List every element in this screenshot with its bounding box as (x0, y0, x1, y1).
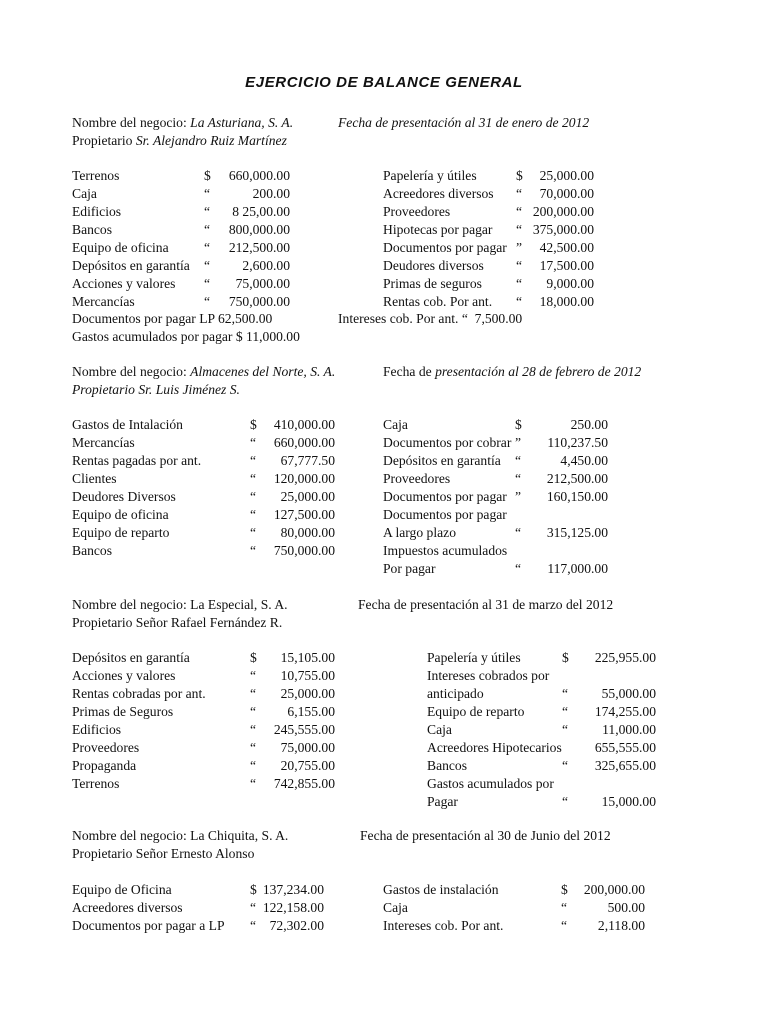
ex2-business-label: Nombre del negocio: (72, 364, 191, 379)
ex3-right-account-amount: 325,655.00 (594, 758, 656, 773)
ex1-left-account-label: Terrenos (72, 168, 120, 183)
ex1-right-account-amount: 18,000.00 (539, 294, 594, 309)
ex4-right-account-amount: 2,118.00 (597, 918, 645, 933)
ex4-owner: Propietario Señor Ernesto Alonso (72, 846, 255, 861)
ex1-right-currency-symbol: ” (516, 240, 523, 255)
ex1-right-account-amount: 25,000.00 (539, 168, 594, 183)
ex2-left-account-amount: 67,777.50 (280, 453, 335, 468)
ex2-right-account-amount: 160,150.00 (546, 489, 608, 504)
ex2-right-currency-symbol: “ (515, 453, 522, 468)
ex3-left-account-label: Depósitos en garantía (72, 650, 190, 665)
ex4-right-currency-symbol: $ (561, 882, 568, 897)
ex3-left-account-amount: 25,000.00 (280, 686, 335, 701)
ex3-left-currency-symbol: “ (250, 776, 257, 791)
ex1-left-currency-symbol: “ (204, 276, 211, 291)
ex4-left-account-label: Documentos por pagar a LP (72, 918, 225, 933)
ex1-left-account-amount: 800,000.00 (228, 222, 290, 237)
ex1-left-currency-symbol: “ (204, 222, 211, 237)
ex1-right-account-label: Primas de seguros (383, 276, 482, 291)
ex3-left-account-amount: 20,755.00 (280, 758, 335, 773)
ex1-right-account-label: Acreedores diversos (383, 186, 494, 201)
ex2-left-currency-symbol: $ (250, 417, 257, 432)
ex2-left-account-label: Clientes (72, 471, 117, 486)
ex1-left-currency-symbol: “ (204, 258, 211, 273)
ex2-right-account-label: Proveedores (383, 471, 451, 486)
ex1-left-account-label: Depósitos en garantía (72, 258, 190, 273)
ex3-business-line: Nombre del negocio: La Especial, S. A. (72, 597, 288, 612)
ex1-right-account-amount: 9,000.00 (546, 276, 594, 291)
ex3-right-account-label: Equipo de reparto (427, 704, 525, 719)
ex2-right-account-amount: 117,000.00 (547, 561, 608, 576)
ex2-left-account-label: Equipo de oficina (72, 507, 169, 522)
ex2-right-currency-symbol: ” (515, 435, 522, 450)
ex1-left-account-label: Edificios (72, 204, 122, 219)
ex3-left-account-amount: 10,755.00 (280, 668, 335, 683)
ex3-left-currency-symbol: $ (250, 650, 257, 665)
ex1-right-account-label: Documentos por pagar (383, 240, 507, 255)
ex3-right-account-label: Pagar (427, 794, 458, 809)
ex3-right-currency-symbol: $ (562, 650, 569, 665)
ex2-right-account-amount: 110,237.50 (547, 435, 608, 450)
ex3-right-currency-symbol: “ (562, 758, 569, 773)
ex3-left-account-amount: 15,105.00 (280, 650, 335, 665)
ex1-left-account-label: Equipo de oficina (72, 240, 169, 255)
ex3-left-account-amount: 742,855.00 (273, 776, 335, 791)
ex3-left-currency-symbol: “ (250, 722, 257, 737)
ex2-business-name: Almacenes del Norte, S. A. (190, 364, 336, 379)
ex2-right-currency-symbol: $ (515, 417, 522, 432)
ex3-right-currency-symbol: “ (562, 794, 569, 809)
ex2-left-account-amount: 410,000.00 (273, 417, 335, 432)
ex1-right-currency-symbol: “ (516, 204, 523, 219)
ex3-left-account-amount: 6,155.00 (287, 704, 335, 719)
ex2-left-account-label: Rentas pagadas por ant. (72, 453, 202, 468)
ex3-left-account-label: Primas de Seguros (72, 704, 174, 719)
ex4-right-currency-symbol: “ (561, 900, 568, 915)
ex3-left-currency-symbol: “ (250, 740, 257, 755)
ex2-date: presentación al 28 de febrero de 2012 (435, 364, 642, 379)
ex3-left-account-amount: 245,555.00 (273, 722, 335, 737)
ex2-right-account-label: Impuestos acumulados (383, 543, 508, 558)
ex1-left-account-label: Acciones y valores (72, 276, 176, 291)
ex3-left-currency-symbol: “ (250, 686, 257, 701)
ex1-left-account-label: Mercancías (72, 294, 135, 309)
ex2-left-account-amount: 750,000.00 (273, 543, 335, 558)
ex2-date-line (383, 363, 641, 380)
ex2-left-account-label: Bancos (72, 543, 113, 558)
ex4-left-account-amount: 137,234.00 (262, 882, 324, 897)
ex3-owner: Propietario Señor Rafael Fernández R. (72, 615, 283, 630)
ex3-right-currency-symbol: “ (562, 704, 569, 719)
ex3-left-currency-symbol: “ (250, 704, 257, 719)
ex3-right-account-amount: 55,000.00 (601, 686, 656, 701)
ex1-right-currency-symbol: $ (516, 168, 523, 183)
ex3-right-currency-symbol: “ (562, 722, 569, 737)
ex4-left-account-amount: 72,302.00 (269, 918, 324, 933)
ex3-right-account-label: Papelería y útiles (427, 650, 521, 665)
ex4-left-account-amount: 122,158.00 (262, 900, 324, 915)
ex1-business-label: Nombre del negocio: (72, 115, 191, 130)
ex2-left-account-label: Deudores Diversos (72, 489, 176, 504)
ex1-left-account-label: Caja (72, 186, 97, 201)
ex2-left-currency-symbol: “ (250, 507, 257, 522)
ex3-right-account-label: Intereses cobrados por (427, 668, 550, 683)
ex2-left-currency-symbol: “ (250, 453, 257, 468)
ex1-accrued-expenses: Gastos acumulados por pagar $ 11,000.00 (72, 329, 300, 344)
ex2-right-account-amount: 250.00 (570, 417, 608, 432)
ex4-date: Fecha de presentación al 30 de Junio del 2012 (360, 828, 611, 843)
ex1-owner-name: Sr. Alejandro Ruiz Martínez (135, 133, 287, 148)
ex4-left-currency-symbol: $ (250, 882, 257, 897)
ex2-right-currency-symbol: “ (515, 561, 522, 576)
ex1-right-account-amount: 200,000.00 (532, 204, 594, 219)
ex2-left-account-label: Mercancías (72, 435, 135, 450)
ex4-right-account-label: Caja (383, 900, 408, 915)
ex2-right-account-label: Documentos por pagar (383, 507, 507, 522)
ex1-left-currency-symbol: “ (204, 294, 211, 309)
ex1-left-account-amount: 750,000.00 (228, 294, 290, 309)
ex1-date: Fecha de presentación al 31 de enero de 2012 (338, 115, 590, 130)
ex1-right-currency-symbol: “ (516, 294, 523, 309)
ex1-long-term-notes: Documentos por pagar LP 62,500.00 (72, 311, 273, 326)
ex2-left-account-amount: 127,500.00 (273, 507, 335, 522)
ex3-right-account-amount: 11,000.00 (602, 722, 656, 737)
ex3-left-account-label: Proveedores (72, 740, 140, 755)
ex3-right-currency-symbol: “ (562, 686, 569, 701)
ex4-right-account-label: Intereses cob. Por ant. (383, 918, 504, 933)
ex2-right-account-amount: 212,500.00 (546, 471, 608, 486)
ex1-left-account-label: Bancos (72, 222, 113, 237)
ex2-right-account-label: Documentos por pagar (383, 489, 507, 504)
ex1-right-currency-symbol: “ (516, 222, 523, 237)
ex2-right-account-amount: 315,125.00 (546, 525, 608, 540)
ex1-right-account-label: Papelería y útiles (383, 168, 477, 183)
ex3-left-account-label: Edificios (72, 722, 122, 737)
ex2-right-currency-symbol: “ (515, 471, 522, 486)
ex2-right-account-label: A largo plazo (383, 525, 456, 540)
ex3-right-account-amount: 225,955.00 (594, 650, 656, 665)
ex4-left-account-label: Equipo de Oficina (72, 882, 172, 897)
ex3-right-account-label: Acreedores Hipotecarios (427, 740, 562, 755)
ex2-right-account-label: Por pagar (383, 561, 436, 576)
ex2-left-currency-symbol: “ (250, 525, 257, 540)
ex3-date: Fecha de presentación al 31 de marzo del 2012 (358, 597, 614, 612)
ex1-left-account-amount: 212,500.00 (228, 240, 290, 255)
ex3-right-account-amount: 174,255.00 (594, 704, 656, 719)
ex2-right-currency-symbol: ” (515, 489, 522, 504)
ex3-right-account-label: Gastos acumulados por (427, 776, 554, 791)
ex1-business-name: La Asturiana, S. A. (190, 115, 294, 130)
ex1-left-currency-symbol: “ (204, 204, 211, 219)
ex3-left-account-amount: 75,000.00 (280, 740, 335, 755)
ex3-left-account-label: Terrenos (72, 776, 120, 791)
ex2-left-account-label: Equipo de reparto (72, 525, 170, 540)
ex1-right-account-label: Rentas cob. Por ant. (383, 294, 493, 309)
ex2-left-account-label: Gastos de Intalación (72, 417, 183, 432)
ex2-left-currency-symbol: “ (250, 471, 257, 486)
ex2-left-account-amount: 660,000.00 (273, 435, 335, 450)
ex2-left-currency-symbol: “ (250, 489, 257, 504)
ex3-right-account-label: Caja (427, 722, 452, 737)
ex1-left-currency-symbol: “ (204, 186, 211, 201)
ex2-owner: Propietario Sr. Luis Jiménez S. (72, 382, 240, 397)
ex3-left-account-label: Acciones y valores (72, 668, 176, 683)
ex1-right-account-amount: 375,000.00 (532, 222, 594, 237)
ex1-right-account-label: Proveedores (383, 204, 451, 219)
ex1-right-currency-symbol: “ (516, 258, 523, 273)
ex1-unearned-interest: Intereses cob. Por ant. “ 7,500.00 (338, 311, 523, 326)
ex4-right-account-amount: 200,000.00 (583, 882, 645, 897)
ex4-left-currency-symbol: “ (250, 900, 257, 915)
ex2-left-account-amount: 80,000.00 (280, 525, 335, 540)
ex1-left-account-amount: 2,600.00 (242, 258, 290, 273)
ex1-left-account-amount: 8 25,00.00 (232, 204, 290, 219)
ex2-right-account-amount: 4,450.00 (560, 453, 608, 468)
ex4-left-account-label: Acreedores diversos (72, 900, 183, 915)
ex4-right-account-label: Gastos de instalación (383, 882, 499, 897)
ex1-owner-label: Propietario (72, 133, 136, 148)
ex2-right-account-label: Depósitos en garantía (383, 453, 501, 468)
ex2-right-currency-symbol: “ (515, 525, 522, 540)
ex4-left-currency-symbol: “ (250, 918, 257, 933)
ex1-right-account-amount: 17,500.00 (539, 258, 594, 273)
ex1-right-account-label: Hipotecas por pagar (383, 222, 493, 237)
ex3-right-account-label: anticipado (427, 686, 484, 701)
ex1-left-currency-symbol: $ (204, 168, 211, 183)
ex1-left-currency-symbol: “ (204, 240, 211, 255)
ex3-left-account-label: Rentas cobradas por ant. (72, 686, 206, 701)
ex2-business-line (72, 363, 335, 380)
ex1-left-account-amount: 200.00 (252, 186, 290, 201)
ex2-left-currency-symbol: “ (250, 543, 257, 558)
ex1-right-currency-symbol: “ (516, 276, 523, 291)
ex1-right-account-label: Deudores diversos (383, 258, 484, 273)
ex1-owner-line (72, 132, 287, 149)
ex3-right-account-amount: 15,000.00 (601, 794, 656, 809)
ex4-right-currency-symbol: “ (561, 918, 568, 933)
ex1-right-currency-symbol: “ (516, 186, 523, 201)
ex2-left-account-amount: 120,000.00 (273, 471, 335, 486)
ex2-date-label: Fecha de (383, 364, 436, 379)
ex3-right-account-label: Bancos (427, 758, 468, 773)
ex1-business-line (72, 114, 293, 131)
ex4-right-account-amount: 500.00 (607, 900, 645, 915)
ex1-right-account-amount: 70,000.00 (539, 186, 594, 201)
ex1-left-account-amount: 75,000.00 (235, 276, 290, 291)
ex1-left-account-amount: 660,000.00 (228, 168, 290, 183)
ex4-business-line: Nombre del negocio: La Chiquita, S. A. (72, 828, 289, 843)
ex2-right-account-label: Caja (383, 417, 408, 432)
ex3-left-currency-symbol: “ (250, 758, 257, 773)
document-title: EJERCICIO DE BALANCE GENERAL (245, 74, 523, 91)
ex3-left-currency-symbol: “ (250, 668, 257, 683)
ex2-right-account-label: Documentos por cobrar (383, 435, 512, 450)
ex3-left-account-label: Propaganda (72, 758, 137, 773)
ex1-right-account-amount: 42,500.00 (539, 240, 594, 255)
ex2-left-currency-symbol: “ (250, 435, 257, 450)
ex2-left-account-amount: 25,000.00 (280, 489, 335, 504)
ex3-right-account-amount: 655,555.00 (594, 740, 656, 755)
